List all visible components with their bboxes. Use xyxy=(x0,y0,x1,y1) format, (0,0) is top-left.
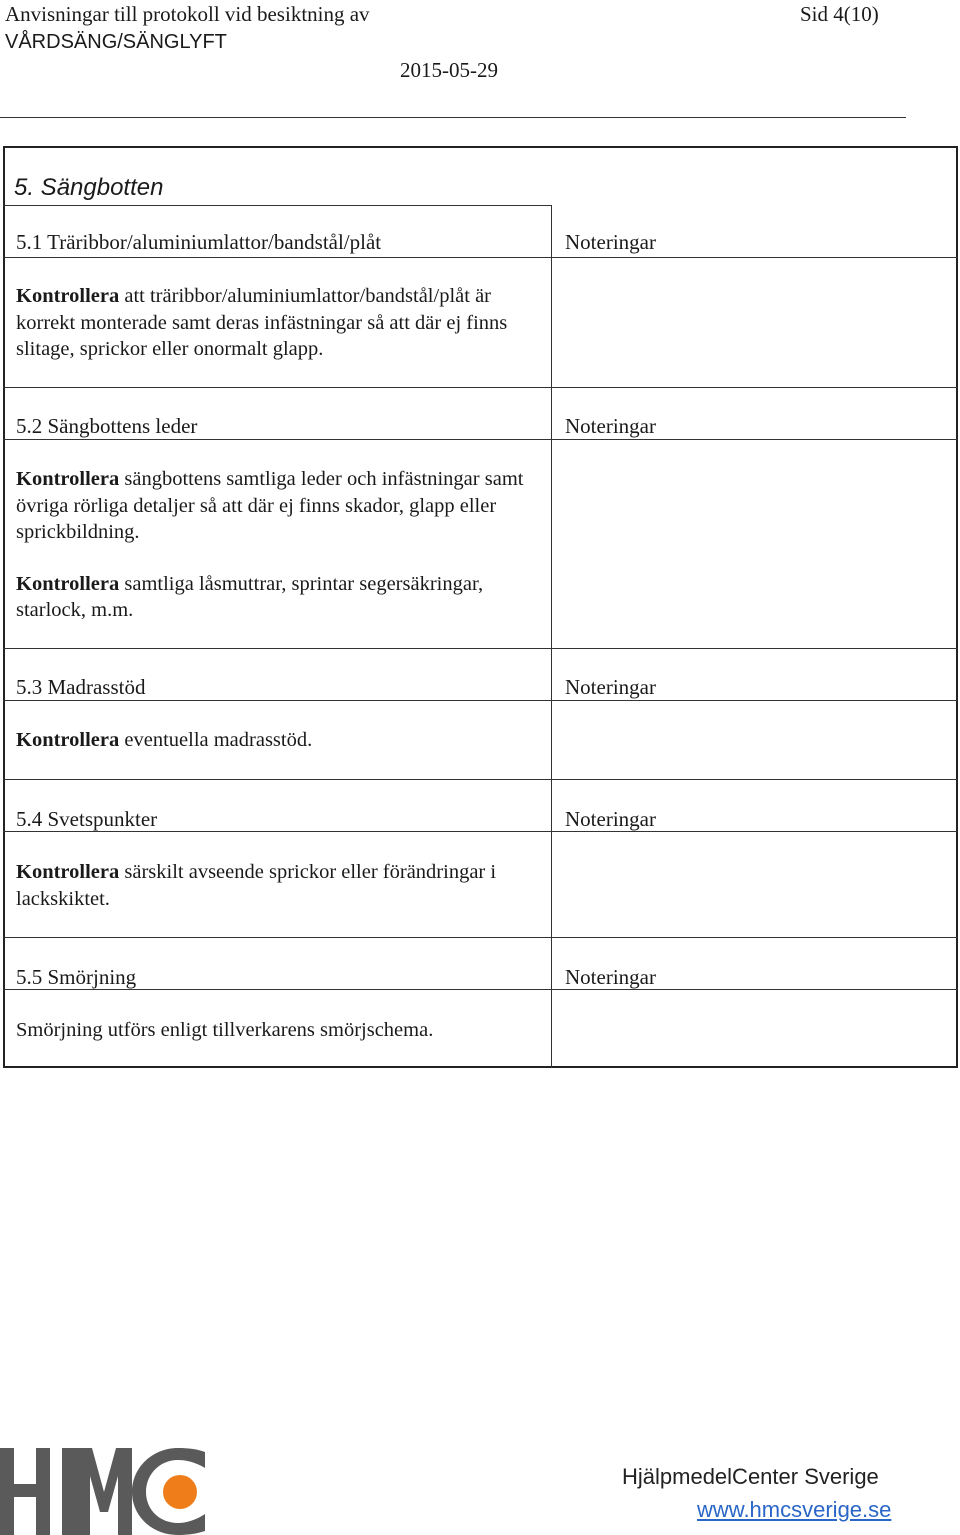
column-divider xyxy=(551,937,552,1068)
row-divider xyxy=(3,937,958,938)
organization-name: HjälpmedelCenter Sverige xyxy=(622,1464,879,1489)
instruction-keyword: Kontrollera xyxy=(16,861,120,883)
instruction-text: samtliga låsmuttrar, sprintar segersäkringar, starlock, m.m. xyxy=(16,572,484,621)
instruction-text: sängbottens samtliga leder och infästningar samt övriga rörliga detaljer så att där ej finns skador, glapp eller sprickbildning. xyxy=(16,468,524,543)
instruction-keyword: Kontrollera xyxy=(16,729,120,751)
row-heading-5-3: 5.3 Madrasstöd xyxy=(16,675,146,699)
notes-label-5-4: Noteringar xyxy=(565,807,656,831)
row-description-5-1 xyxy=(16,283,546,363)
instruction-keyword: Kontrollera xyxy=(16,468,120,490)
document-title-line1: Anvisningar till protokoll vid besiktning av xyxy=(5,2,370,26)
instruction-text: eventuella madrasstöd. xyxy=(119,729,313,751)
notes-label-5-3: Noteringar xyxy=(565,675,656,699)
notes-label-5-2: Noteringar xyxy=(565,414,656,438)
row-description-5-5 xyxy=(16,1017,546,1044)
row-description-5-3 xyxy=(16,727,546,754)
row-divider xyxy=(3,205,552,206)
document-title-line2: VÅRDSÄNG/SÄNGLYFT xyxy=(5,31,227,53)
instruction-keyword: Kontrollera xyxy=(16,285,120,307)
hmc-logo xyxy=(0,1440,215,1535)
document-date: 2015-05-29 xyxy=(400,58,498,82)
instruction-keyword: Kontrollera xyxy=(16,572,120,595)
heading-divider xyxy=(3,700,958,701)
row-heading-5-4: 5.4 Svetspunkter xyxy=(16,807,158,831)
header-divider xyxy=(0,117,906,118)
instruction-text: att träribbor/aluminiumlattor/bandstål/plåt är korrekt monterade samt deras infästningar så att där ej finns slitage, sprickor eller onormalt glapp. xyxy=(16,285,508,360)
column-divider xyxy=(551,205,552,387)
row-divider xyxy=(3,387,958,388)
instruction-paragraph xyxy=(16,283,546,363)
instruction-text: Smörjning utförs enligt tillverkarens smörjschema. xyxy=(16,1019,434,1041)
website-link[interactable]: www.hmcsverige.se xyxy=(697,1497,892,1522)
page-number: Sid 4(10) xyxy=(800,2,879,26)
instruction-paragraph xyxy=(16,727,546,754)
row-heading-5-5: 5.5 Smörjning xyxy=(16,965,137,989)
notes-label-5-5: Noteringar xyxy=(565,965,656,989)
document-title xyxy=(5,0,370,56)
heading-divider xyxy=(3,257,958,258)
instruction-text: särskilt avseende sprickor eller förändringar i lackskiktet. xyxy=(16,861,497,910)
notes-label-5-1: Noteringar xyxy=(565,230,656,254)
column-divider xyxy=(551,387,552,648)
instruction-paragraph xyxy=(16,466,546,546)
section-title: 5. Sängbotten xyxy=(14,174,164,201)
row-divider xyxy=(3,648,958,649)
heading-divider xyxy=(3,989,958,990)
row-heading-5-2: 5.2 Sängbottens leder xyxy=(16,414,198,438)
logo-accent-dot xyxy=(163,1475,197,1509)
instruction-paragraph xyxy=(16,859,546,912)
instruction-paragraph xyxy=(16,571,546,624)
row-divider xyxy=(3,779,958,780)
row-description-5-2 xyxy=(16,466,546,624)
row-description-5-4 xyxy=(16,859,546,912)
column-divider xyxy=(551,779,552,937)
row-heading-5-1: 5.1 Träribbor/aluminiumlattor/bandstål/plåt xyxy=(16,230,382,254)
instruction-paragraph xyxy=(16,1017,546,1044)
column-divider xyxy=(551,648,552,779)
